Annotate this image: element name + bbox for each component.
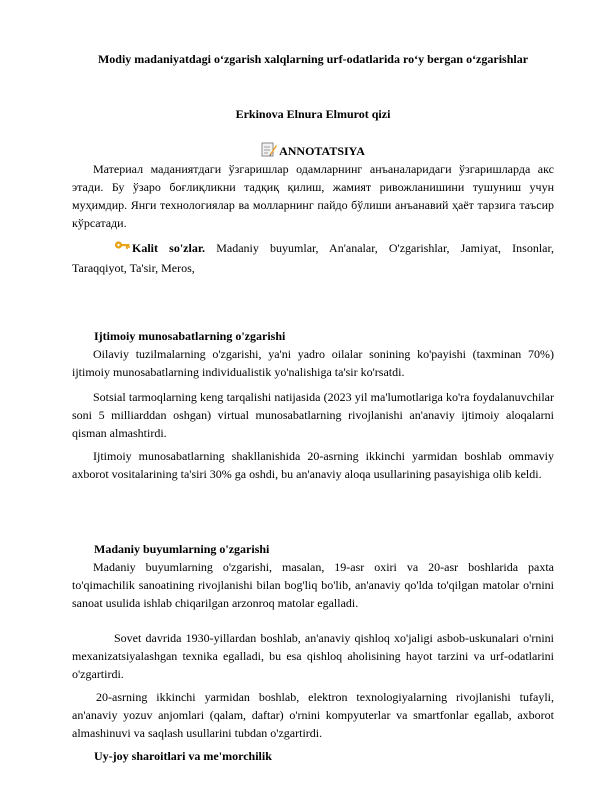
paragraph: Oilaviy tuzilmalarning o'zgarishi, ya'ni yadro oilalar sonining ko'payishi (taxminan 70%) ijtimoiy munosabatlarning individualistik yo'nalishiga ta'sir ko'rsatdi. [72, 347, 554, 379]
document-title: Modiy madaniyatdagi o‘zgarish xalqlarning urf-odatlarida ro‘y bergan o‘zgarishlar [97, 52, 529, 66]
paragraph: Sotsial tarmoqlarning keng tarqalishi natijasida (2023 yil ma'lumotlariga ko'ra foydalanuvchilar soni 5 milliarddan oshgan) virtual munosabatlarning rivojlanishi an'anaviy ijtimoiy aloqalarni qisman almashtirdi. [72, 390, 554, 440]
author-name: Erkinova Elnura Elmurot qizi [235, 107, 391, 121]
annotation-text: Материал маданиятдаги ўзгаришлар одамларнинг анъаналаридаги ўзгаришларда акс этади. Бу ўзаро боғлиқликни тадқиқ қилиш, жамият ривожланишини тушуниш учун муҳимдир. Янги технологиялар ва молларнинг пайдо бўлиши анъанавий ҳаёт тарзига таъсир кўрсатади. [72, 162, 554, 230]
section-heading-cultural-items: Madaniy buyumlarning o'zgarishi [94, 542, 270, 556]
annotation-heading-text: ANNOTATSIYA [279, 144, 365, 158]
memo-pencil-icon [261, 141, 277, 162]
paragraph: Sovet davrida 1930-yillardan boshlab, an'anaviy qishloq xo'jaligi asbob-uskunalari o'rnini mexanizatsiyalashgan texnika egalladi, bu esa qishloq aholisining hayot tarzini va urf-odatlarini o'zgartirdi. [72, 631, 554, 681]
key-icon [93, 240, 130, 259]
paragraph: 20-asrning ikkinchi yarmidan boshlab, elektron texnologiyalarning rivojlanishi tufayli, an'anaviy yozuv anjomlari (qalam, daftar) o'rnini kompyuterlar va smartfonlar egallab, axborot almashinuvi va saqlash usullarini tubdan o'zgartirdi. [72, 690, 554, 740]
annotation-heading [72, 141, 554, 162]
paragraph: Madaniy buyumlarning o'zgarishi, masalan, 19-asr oxiri va 20-asr boshlarida paxta to'qimachilik sanoatining rivojlanishi bilan bog'liq bo'lib, an'anaviy qo'lda to'qilgan matolar o'rnini sanoat usulida ishlab chiqarilgan arzonroq matolar egalladi. [72, 560, 554, 610]
section-heading-housing: Uy-joy sharoitlari va me'morchilik [94, 749, 272, 763]
section-heading-social: Ijtimoiy munosabatlarning o'zgarishi [94, 329, 286, 343]
keywords-paragraph [72, 239, 554, 277]
paragraph: Ijtimoiy munosabatlarning shakllanishida 20-asrning ikkinchi yarmidan boshlab ommaviy axborot vositalarining ta'siri 30% ga oshdi, bu an'anaviy aloqa usullarining pasayishiga olib keldi. [72, 449, 554, 481]
keywords-list: Madaniy buyumlar, An'analar, O'zgarishlar, Jamiyat, Insonlar, Taraqqiyot, Ta'sir, Meros, [72, 241, 555, 275]
keywords-label: Kalit so'zlar. [132, 241, 206, 255]
